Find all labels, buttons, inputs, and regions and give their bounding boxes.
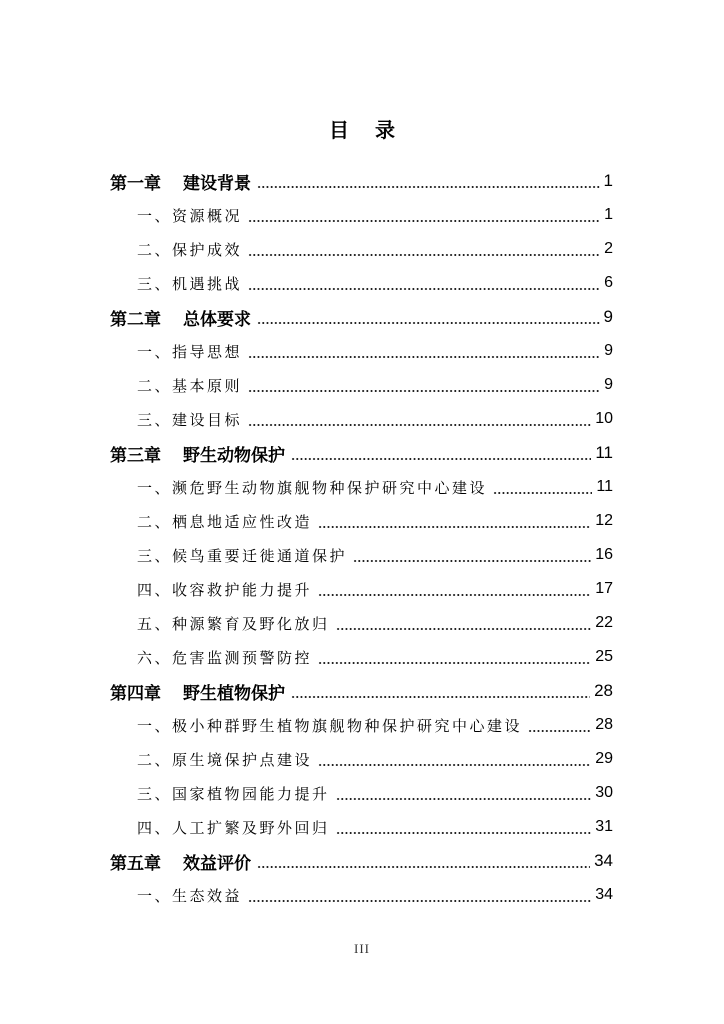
toc-page-number: 22 bbox=[595, 614, 613, 631]
dot-leader bbox=[257, 179, 600, 189]
toc-entry-title: 二、基本原则 bbox=[137, 376, 243, 395]
toc-entry-label bbox=[137, 477, 487, 498]
toc-entry-title: 二、保护成效 bbox=[137, 240, 243, 259]
dot-leader bbox=[248, 893, 591, 903]
dot-leader bbox=[318, 655, 591, 665]
toc-section-entry bbox=[110, 742, 613, 776]
toc-page-number: 9 bbox=[603, 307, 613, 326]
toc-entry-label bbox=[137, 749, 312, 770]
toc-section-entry bbox=[110, 708, 613, 742]
toc-entry-title: 四、收容救护能力提升 bbox=[137, 580, 313, 599]
toc-page-number: 28 bbox=[594, 681, 613, 700]
toc-page-number: 17 bbox=[595, 580, 613, 597]
toc-chapter-entry bbox=[110, 300, 613, 334]
toc-entry-title: 六、危害监测预警防控 bbox=[137, 648, 313, 667]
dot-leader bbox=[528, 723, 591, 733]
toc-chapter-entry bbox=[110, 436, 613, 470]
toc-section-entry bbox=[110, 878, 613, 912]
toc-entry-label bbox=[137, 885, 242, 906]
dot-leader bbox=[318, 587, 591, 597]
chapter-number: 第三章 bbox=[110, 445, 161, 466]
toc-entry-label bbox=[110, 305, 251, 330]
dot-leader bbox=[248, 281, 600, 291]
toc-entry-label bbox=[137, 273, 242, 294]
toc-chapter-entry bbox=[110, 844, 613, 878]
toc-page-number: 34 bbox=[594, 851, 613, 870]
toc-entry-title: 一、濒危野生动物旗舰物种保护研究中心建设 bbox=[137, 478, 488, 497]
dot-leader bbox=[248, 417, 591, 427]
dot-leader bbox=[257, 859, 590, 869]
toc-section-entry bbox=[110, 232, 613, 266]
toc-section-entry bbox=[110, 810, 613, 844]
toc-page-number: 1 bbox=[603, 171, 613, 190]
page-number: III bbox=[354, 941, 370, 956]
toc-entry-label bbox=[110, 441, 285, 466]
toc-section-entry bbox=[110, 402, 613, 436]
chapter-number: 第二章 bbox=[110, 309, 161, 330]
toc-entry-title: 建设背景 bbox=[183, 173, 251, 194]
dot-leader bbox=[291, 451, 591, 461]
toc-page-number: 29 bbox=[595, 750, 613, 767]
toc-entry-title: 四、人工扩繁及野外回归 bbox=[137, 818, 330, 837]
chapter-number: 第五章 bbox=[110, 853, 161, 874]
toc-page-number: 9 bbox=[604, 342, 613, 359]
toc-entry-label bbox=[137, 579, 312, 600]
toc-section-entry bbox=[110, 504, 613, 538]
toc-entry-label bbox=[110, 849, 251, 874]
toc-section-entry bbox=[110, 538, 613, 572]
toc-page-number: 28 bbox=[595, 716, 613, 733]
toc-entry-title: 一、资源概况 bbox=[137, 206, 243, 225]
dot-leader bbox=[493, 485, 592, 495]
toc-entry-title: 三、国家植物园能力提升 bbox=[137, 784, 330, 803]
toc-section-entry bbox=[110, 368, 613, 402]
toc-page-number: 6 bbox=[604, 274, 613, 291]
dot-leader bbox=[248, 349, 600, 359]
toc-entry-title: 一、生态效益 bbox=[137, 886, 243, 905]
toc-page-number: 2 bbox=[604, 240, 613, 257]
dot-leader bbox=[336, 791, 592, 801]
toc-page-number: 11 bbox=[596, 478, 613, 495]
toc-title: 目录 bbox=[329, 118, 421, 142]
toc-entry-title: 总体要求 bbox=[183, 309, 251, 330]
toc-page-number: 30 bbox=[595, 784, 613, 801]
toc-entry-title: 三、候鸟重要迁徙通道保护 bbox=[137, 546, 348, 565]
dot-leader bbox=[257, 315, 600, 325]
toc-entry-title: 野生动物保护 bbox=[183, 445, 285, 466]
toc-entry-title: 五、种源繁育及野化放归 bbox=[137, 614, 330, 633]
toc-section-entry bbox=[110, 606, 613, 640]
dot-leader bbox=[291, 689, 590, 699]
toc-entry-label bbox=[110, 679, 285, 704]
toc-entry-title: 二、栖息地适应性改造 bbox=[137, 512, 313, 531]
toc-entry-label bbox=[137, 511, 312, 532]
chapter-number: 第一章 bbox=[110, 173, 161, 194]
toc-entry-label bbox=[137, 239, 242, 260]
toc-entry-label bbox=[137, 647, 312, 668]
toc-page-number: 10 bbox=[595, 410, 613, 427]
dot-leader bbox=[248, 383, 600, 393]
toc-page-number: 16 bbox=[595, 546, 613, 563]
toc-page-number: 31 bbox=[595, 818, 613, 835]
toc-chapter-entry bbox=[110, 164, 613, 198]
toc-section-entry bbox=[110, 198, 613, 232]
toc-entry-title: 二、原生境保护点建设 bbox=[137, 750, 313, 769]
dot-leader bbox=[248, 213, 600, 223]
toc-entry-label bbox=[137, 375, 242, 396]
toc-section-entry bbox=[110, 776, 613, 810]
toc-entry-title: 三、建设目标 bbox=[137, 410, 243, 429]
toc-section-entry bbox=[110, 266, 613, 300]
toc-section-entry bbox=[110, 334, 613, 368]
toc-entry-title: 一、指导思想 bbox=[137, 342, 243, 361]
toc-page-number: 1 bbox=[604, 206, 613, 223]
toc-page-number: 12 bbox=[595, 512, 613, 529]
toc-chapter-entry bbox=[110, 674, 613, 708]
table-of-contents bbox=[110, 164, 613, 912]
dot-leader bbox=[336, 825, 592, 835]
dot-leader bbox=[336, 621, 592, 631]
toc-entry-label bbox=[137, 545, 347, 566]
toc-section-entry bbox=[110, 470, 613, 504]
dot-leader bbox=[318, 757, 591, 767]
toc-entry-label bbox=[137, 783, 330, 804]
toc-entry-title: 野生植物保护 bbox=[183, 683, 285, 704]
toc-page-number: 34 bbox=[595, 886, 613, 903]
toc-entry-title: 三、机遇挑战 bbox=[137, 274, 243, 293]
dot-leader bbox=[248, 247, 600, 257]
toc-entry-label bbox=[137, 409, 242, 430]
toc-section-entry bbox=[110, 572, 613, 606]
toc-entry-label bbox=[137, 613, 330, 634]
chapter-number: 第四章 bbox=[110, 683, 161, 704]
dot-leader bbox=[318, 519, 591, 529]
dot-leader bbox=[353, 553, 591, 563]
toc-entry-label bbox=[137, 205, 242, 226]
toc-page-number: 25 bbox=[595, 648, 613, 665]
toc-entry-label bbox=[137, 341, 242, 362]
toc-page-number: 9 bbox=[604, 376, 613, 393]
toc-entry-label bbox=[137, 715, 522, 736]
toc-entry-title: 一、极小种群野生植物旗舰物种保护研究中心建设 bbox=[137, 716, 523, 735]
toc-section-entry bbox=[110, 640, 613, 674]
toc-entry-title: 效益评价 bbox=[183, 853, 251, 874]
toc-page-number: 11 bbox=[595, 443, 613, 462]
toc-entry-label bbox=[110, 169, 251, 194]
toc-entry-label bbox=[137, 817, 330, 838]
